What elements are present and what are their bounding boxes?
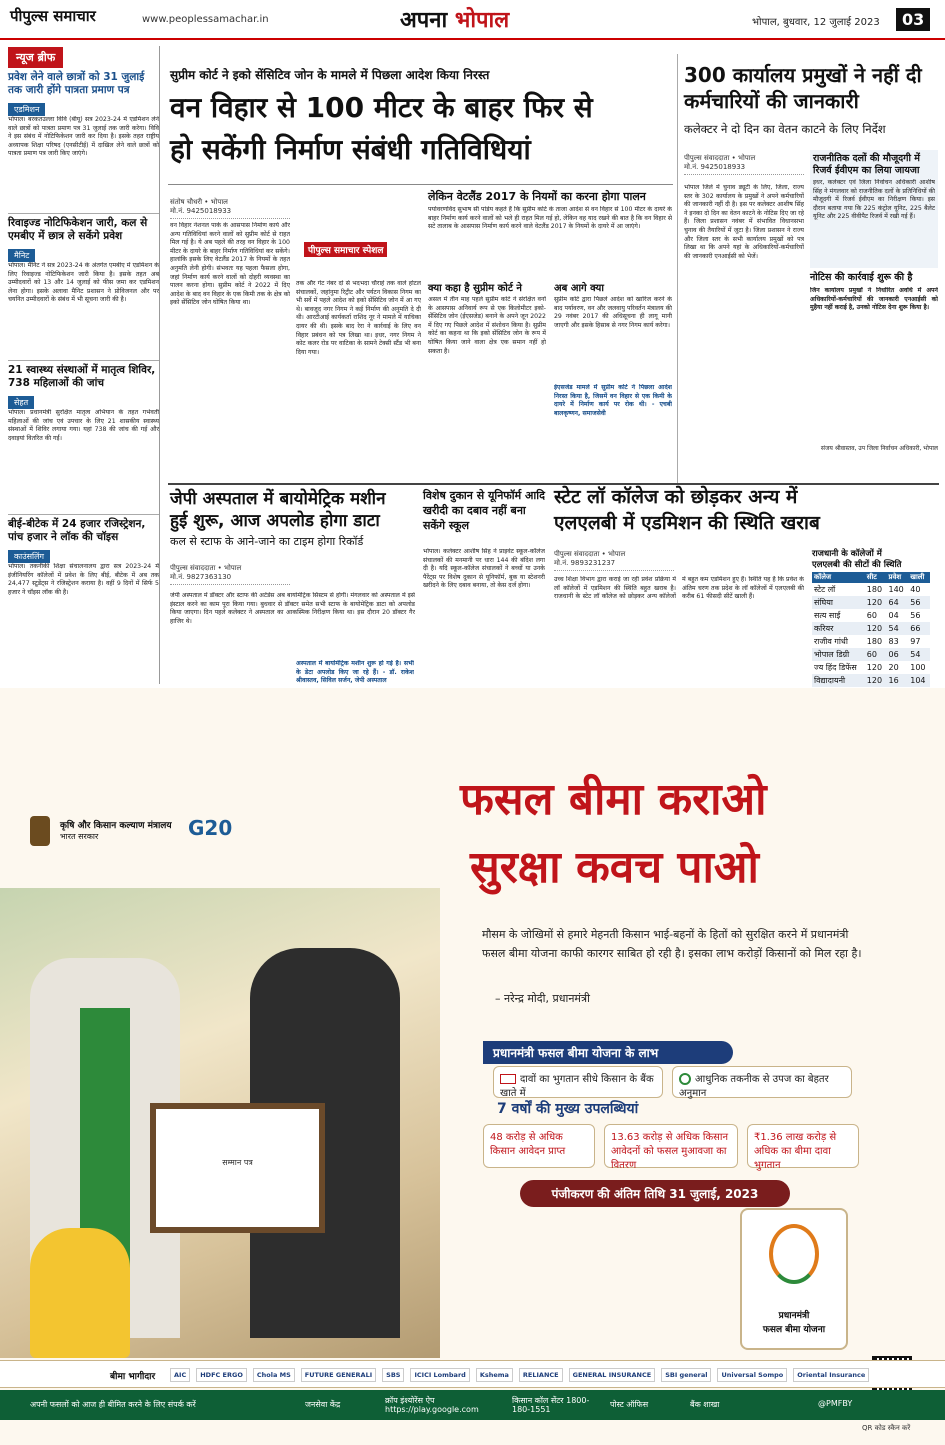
brief-1-text: भोपाल। बरकतउल्ला विवि (बीयू) सत्र 2023-24 में एडमिशन लेने वाले छात्रों को पात्रता प्रमाण पत्र 31 जुलाई तक जारी करेगा। विवि ने इस संबंध में नोटिफिकेशन जारी कर दिया है। इसके तहत राष्ट्रीय अध्यापक शिक्षा परिषद (एनसीटीई) में दाखिल लेने वाले छात्रों को पात्रता प्रमाण पत्र जारी किए जाएंगे। xyxy=(8,116,159,158)
partner-logo: AIC xyxy=(170,1368,190,1382)
partner-logo: HDFC ERGO xyxy=(196,1368,247,1382)
main-byline xyxy=(170,196,290,219)
main-story-photo xyxy=(296,192,426,276)
law-table-cell: संघिया xyxy=(812,596,865,609)
insurance-partners-strip xyxy=(0,1360,945,1388)
benefit-1 xyxy=(493,1066,663,1098)
main-reporter: संतोष चौधरी • भोपाल xyxy=(170,198,228,206)
law-reporter: पीपुल्स संवाददाता • भोपाल xyxy=(554,550,626,558)
crop-insurance-ad xyxy=(0,688,945,1445)
law-table-cell: सत्य साई xyxy=(814,611,841,620)
notice-byline: संजय श्रीवास्तव, उप जिला निर्वाचन अधिकारी, भोपाल xyxy=(820,445,938,452)
right-story-text: भोपाल जिले में चुनाव ड्यूटी के लिए, जिला, राज्य स्तर के 302 कार्यालय के प्रमुखों ने अपने कर्मचारियों की जानकारी नहीं दी है। इस पर कलेक्टर आशीष सिंह ने इनका दो दिन का वेतन काटने के नोटिस दिए जा रहे हैं। जिला प्रशासन नवंबर में संभावित विधानसभा चुनाव की तैयारियों में जुटा है। जिला प्रशासन ने राज्य और जिला स्तर के सभी कार्यालय प्रमुखों को पत्र लिखा था कि अपने यहां के अधिकारियों-कर्मचारियों की जानकारी एनआईसी को भेजें। xyxy=(684,184,804,260)
law-table-cell: 54 xyxy=(887,622,909,635)
shop-headline[interactable] xyxy=(423,488,545,533)
law-seat-table xyxy=(812,572,930,687)
pm-quote-by: – नरेन्द्र मोदी, प्रधानमंत्री xyxy=(495,992,590,1005)
law-table-row xyxy=(812,622,930,635)
achievement-2: 13.63 करोड़ से अधिक किसान आवेदनों को फसल मुआवजा का वितरण xyxy=(604,1124,738,1168)
law-table-cell: ज्य हिंद डिफेंस xyxy=(814,663,857,672)
pmfby-logo-line1: प्रधानमंत्री xyxy=(778,1311,810,1321)
qr-caption: QR कोड स्कैन करें xyxy=(862,1424,911,1432)
right-byline xyxy=(684,152,804,175)
law-table-cell: 40 xyxy=(910,585,921,594)
brief-1-headline[interactable]: प्रवेश लेने वाले छात्रों को 31 जुलाई तक जारी होंगे पात्रता प्रमाण पत्र xyxy=(8,71,145,96)
main-col-3: पर्यावरणविद सुभाष सी पांडेय कहते हैं कि सुप्रीम कोर्ट के ताजा आदेश से वन विहार से 100 मीटर के दायरे के बाहर निर्माण कार्य करने वालों को भले ही राहत मिल गई हो, लेकिन वह याद रखने की बात है कि वन विहार से सटे तालाब के आसपास निर्माण कार्य करने वाले वेटलैंड 2017 के नियमों के दायरे में आ जाएंगे। xyxy=(428,206,672,231)
pmfby-logo-line2: फसल बीमा योजना xyxy=(762,1325,826,1335)
pmfby-emblem-icon xyxy=(769,1224,819,1284)
right-reporter: पीपुल्स संवाददाता • भोपाल xyxy=(684,154,756,162)
bank-icon xyxy=(500,1074,516,1084)
law-table-cell: 60 xyxy=(866,611,877,620)
law-table-cell: 06 xyxy=(887,648,909,661)
gov-name: भारत सरकार xyxy=(60,832,99,841)
law-seat-table-box xyxy=(812,548,940,687)
law-table-cell: 64 xyxy=(887,596,909,609)
law-table-row xyxy=(812,635,930,648)
brief-4-tag: काउंसलिंग xyxy=(8,550,50,563)
brief-3-text: भोपाल। प्रधानमंत्री सुरक्षित मातृत्व अभियान के तहत गर्भवती महिलाओं की जांच एवं उपचार के लिए 21 शासकीय स्वास्थ्य संस्थाओं में शिविर लगाया गया। यहां 738 की जांच की गई और दवाइयां वितरित की गईं। xyxy=(8,409,159,442)
brief-1-tag: एडमिशन xyxy=(8,103,45,116)
benefit-2-text: आधुनिक तकनीक से उपज का बेहतर अनुमान xyxy=(679,1074,829,1099)
special-badge xyxy=(304,242,387,257)
main-kicker: सुप्रीम कोर्ट ने इको सेंसिटिव जोन के मामले में पिछला आदेश किया निरस्त xyxy=(170,68,490,82)
law-table-cell: 16 xyxy=(887,674,909,687)
law-table-row xyxy=(812,596,930,609)
edition-title xyxy=(400,4,509,34)
brief-4-text: भोपाल। तकनीकी शिक्षा संचालनालय द्वारा सत्र 2023-24 में इंजीनियरिंग कॉलेजों में प्रवेश के लिए बीई, बीटेक में अब तक 24,477 स्टूडेंट्स ने रजिस्ट्रेशन कराया है। वहीं 9 दिनों में सिर्फ 5 हजार ने चॉइस लॉक की है। xyxy=(8,563,159,596)
law-table-cell: 180 xyxy=(866,637,883,646)
partner-logo: Oriental Insurance xyxy=(793,1368,869,1382)
main-col-4: असल में तीन माह पहले सुप्रीम कोर्ट ने संरक्षित वनों के आसपास अनिवार्य रूप से एक किलोमीटर इको-सेंसिटिव जोन (ईएसजेड) बनाने के अपने जून 2022 में दिए गए पिछले आदेश में संशोधन किया है। सुप्रीम कोर्ट का कहना था कि इको सेंसिटिव जोन के रूप में घोषित किया जाने वाला क्षेत्र एक समान नहीं हो सकता है। xyxy=(428,296,546,355)
special-badge-a: पीपुल्स समाचार xyxy=(308,246,360,256)
brief-4-headline[interactable]: बीई-बीटेक में 24 हजार रजिस्ट्रेशन, पांच हजार ने लॉक की चॉइस xyxy=(8,518,146,543)
partner-logos xyxy=(170,1365,866,1385)
partner-logo: RELIANCE xyxy=(519,1368,563,1382)
news-brief-column xyxy=(8,46,160,684)
right-headline[interactable]: 300 कार्यालय प्रमुखों ने नहीं दी कर्मचारियों की जानकारी xyxy=(684,63,922,113)
farmer-cartoon xyxy=(30,1228,130,1358)
dateline: भोपाल, बुधवार, 12 जुलाई 2023 xyxy=(752,17,880,28)
law-table-cell: राजीव गांधी xyxy=(814,637,848,646)
main-quote: ईएसजेड मामले में सुप्रीम कोर्ट ने पिछला आदेश निरस्त किया है, जिसमें वन विहार से एक किमी के दायरे में निर्माण कार्य पर रोक थी। - एचबी बालकृष्णन, समाजसेवी xyxy=(554,384,672,417)
law-table-header: सीट xyxy=(865,572,887,583)
main-headline-line2: हो सकेंगी निर्माण संबंधी गतिविधियां xyxy=(170,133,531,166)
main-col-5: सुप्रीम कोर्ट द्वारा पिछले आदेश को खारिज करने के बाद पर्यावरण, वन और जलवायु परिवर्तन मंत्रालय की 29 नवंबर 2017 की अधिसूचना ही लागू मानी जाएगी और इसके हिसाब से नगर निगम कार्य करेगा। xyxy=(554,296,672,329)
ad-headline-1: फसल बीमा कराओ xyxy=(460,774,767,825)
achievement-3: ₹1.36 लाख करोड़ से अधिक का बीमा दावा भुगतान xyxy=(747,1124,859,1168)
footer-call-center[interactable]: किसान कॉल सेंटर 1800-180-1551 xyxy=(512,1396,590,1414)
brief-2-text: भोपाल। मैनिट ने सत्र 2023-24 के अंतर्गत एमबीए में एडमिशन के लिए रिवाइज्ड नोटिफिकेशन जारी किया है। इसके तहत अब उम्मीदवारों को 13 और 14 जुलाई को फीस जमा कर एडमिशन लेना होगा। इसके अलावा मैनिट प्रशासन ने प्रोविजनल और पर चयनित उम्मीदवारों के संबंध में भी सूचना जारी की है। xyxy=(8,262,159,304)
gear-icon xyxy=(679,1073,691,1085)
masthead: पीपुल्स समाचार xyxy=(10,7,96,25)
edition-word-a: अपना xyxy=(400,8,448,33)
benefit-1-text: दावों का भुगतान सीधे किसान के बैंक खाते में xyxy=(500,1074,654,1099)
main-subhead-2: क्या कहा है सुप्रीम कोर्ट ने xyxy=(428,283,522,294)
notice-headline: नोटिस की कार्रवाई शुरू की है xyxy=(810,272,913,283)
law-table-title-a: राजधानी के कॉलेजों में xyxy=(812,549,882,559)
law-table-cell: 120 xyxy=(865,674,887,687)
evm-text: इधर, कलेक्टर एवं जिला निर्वाचन अधिकारी आशीष सिंह ने मंगलवार को राजनीतिक दलों के प्रतिनिधियों की मौजूदगी में रिजर्व ईवीएम का निरीक्षण किया। इस दौरान बताया गया कि 225 कंट्रोल यूनिट, 225 बैलेट यूनिट और 225 वीवीपैट रिजर्व में रखी गई हैं। xyxy=(813,179,935,221)
pmfby-logo xyxy=(740,1208,848,1350)
national-emblem-icon xyxy=(30,816,50,846)
page-number: 03 xyxy=(896,8,930,31)
benefit-2 xyxy=(672,1066,852,1098)
shop-story-text: भोपाल। कलेक्टर आशीष सिंह ने प्राइवेट स्कूल-कॉलेज संचालकों की मनमानी पर धारा 144 की बंदिश लगा दी है। यदि स्कूल-कॉलेज संचालकों ने बच्चों या उनके पैरेंट्स पर विशेष दुकान से यूनिफॉर्म, बुक या स्टेशनरी खरीदने के लिए दबाव बनाया, तो केस दर्ज होगा। xyxy=(423,548,545,590)
jp-story-text: जेपी अस्पताल में डॉक्टर और स्टाफ की अटेंडेंस अब बायोमेट्रिक सिस्टम से होगी। मंगलवार को अस्पताल में इसे इंस्टाल करने का काम पूरा किया गया। बुधवार से डॉक्टर समेत सभी स्टाफ के बायोमेट्रिक डाटा को अपलोड किया जाएगा। दिन पहले कलेक्टर ने अस्पताल का आकस्मिक निरीक्षण किया था। इस दौरान 20 डॉक्टर गैर हाजिर थे। xyxy=(170,592,415,625)
jp-headline[interactable] xyxy=(170,488,415,549)
law-story-text: उच्च शिक्षा विभाग द्वारा कराई जा रही प्रवेश प्रक्रिया में लॉ कॉलेजों में एडमिशन की स्थिति बहुत खराब है। राजधानी के स्टेट लॉ कॉलेज को छोड़कर अन्य कॉलेजों में बहुत कम एडमिशन हुए हैं। स्थिति यह है कि प्रवेश के अंतिम चरण तक प्रदेश के लॉ कॉलेजों में एलएलबी की करीब 61 फीसदी सीटें खाली हैं। xyxy=(554,576,804,601)
law-table-row xyxy=(812,674,930,687)
law-table-cell: 83 xyxy=(888,637,899,646)
registration-deadline: पंजीकरण की अंतिम तिथि 31 जुलाई, 2023 xyxy=(520,1180,790,1207)
law-table-row xyxy=(812,648,930,661)
footer-app[interactable]: क्रॉप इंश्योरेंस ऐप https://play.google.com xyxy=(385,1396,479,1414)
law-headline-line2: एलएलबी में एडमिशन की स्थिति खराब xyxy=(554,512,820,534)
evm-box xyxy=(810,150,938,268)
notice-box xyxy=(810,272,938,482)
law-table-cell: 104 xyxy=(908,674,930,687)
law-table-cell: भोपाल डिग्री xyxy=(812,648,865,661)
law-table-cell: विद्यादायनी xyxy=(812,674,865,687)
brief-3-headline[interactable]: 21 स्वास्थ्य संस्थाओं में मातृत्व शिविर, 738 महिलाओं की जांच xyxy=(8,364,156,389)
jp-subhead: कल से स्टाफ के आने-जाने का टाइम होगा रिकॉर्ड xyxy=(170,535,364,548)
footer-social-handle[interactable]: @PMFBY xyxy=(818,1399,853,1408)
jp-reporter: पीपुल्स संवाददाता • भोपाल xyxy=(170,564,242,572)
partner-logo: SBS xyxy=(382,1368,404,1382)
special-badge-b: स्पेशल xyxy=(362,246,384,256)
certificate-title: सम्मान पत्र xyxy=(222,1158,253,1167)
main-col-2: तक और गेट नंबर दो से भदभदा चौराहे तक वाले होटल संचालकों, जहांनुमा रिट्रीट और पर्यटन विकास निगम का भी सर्वे में पहले आदेश को इको सेंसिटिव जोन में आ गए थे। बावजूद नगर निगम ने कई निर्माण की अनुमति दे दी थी। आरटीआई कार्यकर्ता राशिद नूर ने मामले में याचिका दायर की थी। इसके बाद रेरा ने कार्रवाई के लिए वन विहार प्रबंधन को पत्र लिखा था। इधर, नगर निगम ने कोट कलर रोड पर वाटिका के सामने टेक्सी स्टैंड भी बना दिया गया। xyxy=(296,280,421,356)
law-table-cell: 56 xyxy=(908,596,930,609)
partner-logo: Kshema xyxy=(476,1368,513,1382)
achievements-title: 7 वर्षों की मुख्य उपलब्धियां xyxy=(497,1101,639,1117)
footer-bank: बैंक शाखा xyxy=(690,1400,720,1409)
ministry-name: कृषि और किसान कल्याण मंत्रालय xyxy=(60,821,172,831)
law-table-row xyxy=(812,583,930,596)
partner-logo: SBI general xyxy=(661,1368,711,1382)
law-headline[interactable] xyxy=(554,484,939,536)
partner-logo: FUTURE GENERALI xyxy=(301,1368,376,1382)
law-table-header: प्रवेश xyxy=(887,572,909,583)
law-table-cell: 180 xyxy=(866,585,883,594)
law-table-cell: 97 xyxy=(910,637,921,646)
law-table-cell: करियर xyxy=(812,622,865,635)
partner-logo: Chola MS xyxy=(253,1368,295,1382)
brief-3-tag: सेहत xyxy=(8,396,34,409)
law-table-cell: 120 xyxy=(865,622,887,635)
law-table-cell: 04 xyxy=(888,611,899,620)
jp-byline xyxy=(170,562,290,585)
law-table-cell: 60 xyxy=(865,648,887,661)
notice-text: जिन कार्यालय प्रमुखों ने निर्धारित अवधि में अपने अधिकारियों-कर्मचारियों की जानकारी एनआईसी को मुहैया नहीं कराई है, उनको नोटिस देना शुरू किया है। xyxy=(810,287,938,312)
ad-headline-2: सुरक्षा कवच पाओ xyxy=(470,842,759,893)
jp-headline-line2: हुई शुरू, आज अपलोड होगा डाटा xyxy=(170,511,380,531)
law-byline xyxy=(554,548,674,571)
main-headline[interactable] xyxy=(170,87,670,171)
law-table-cell: 56 xyxy=(910,611,921,620)
law-table-cell: 120 xyxy=(866,663,883,672)
partners-label: बीमा भागीदार xyxy=(110,1372,156,1382)
pm-quote: मौसम के जोखिमों से हमारे मेहनती किसान भाई-बहनों के हितों को सुरक्षित करने में प्रधानमंत्री फसल बीमा योजना काफी कारगर साबित हो रही है। इसका लाभ करोड़ों किसानों को मिल रहा है। xyxy=(482,928,862,960)
law-mobile: मो.नं. 9893231237 xyxy=(554,559,616,567)
law-table-cell: स्टेट लॉ xyxy=(814,585,836,594)
shop-headline-text: विशेष दुकान से यूनिफॉर्म आदि खरीदी का दबाव नहीं बना सकेंगे स्कूल xyxy=(423,489,545,532)
main-subhead-3: अब आगे क्या xyxy=(554,283,604,294)
right-subhead: कलेक्टर ने दो दिन का वेतन काटने के लिए निर्देश xyxy=(684,122,886,136)
benefits-title: प्रधानमंत्री फसल बीमा योजना के लाभ xyxy=(483,1041,733,1064)
jp-mobile: मो.नं. 9827363130 xyxy=(170,573,232,581)
main-col-1: वन विहार नेशनल पार्क के आसपास निर्माण कार्य और अन्य गतिविधियां करने वालों को सुप्रीम कोर्ट से राहत मिल गई है। ये अब पहले की तरह वन विहार के 100 मीटर के दायरे के बाहर निर्माण गतिविधियां कर सकेंगे। हालांकि इसके लिए वेटलैंड 2017 के नियमों के तहत अनुमति लेनी होगी। संभवतः यह पहला फैसला होगा, जहां निर्माण कार्य करने वालों को दोहरी व्यवस्था का पालन करना होगा। सुप्रीम कोर्ट ने 2022 में दिए आदेश के बाद वन विहार के एक किमी तक के क्षेत्र को इको सेंसिटिव जोन घोषित किया था। xyxy=(170,222,290,307)
main-headline-line1: वन विहार से 100 मीटर के बाहर फिर से xyxy=(170,91,593,124)
g20-logo: G20 xyxy=(188,816,233,840)
brief-2-tag: मैनिट xyxy=(8,249,35,262)
law-headline-line1: स्टेट लॉ कॉलेज को छोड़कर अन्य में xyxy=(554,486,798,508)
law-table-header: कॉलेज xyxy=(812,572,865,583)
law-table-row xyxy=(812,609,930,622)
law-table-cell: 66 xyxy=(908,622,930,635)
ad-footer xyxy=(0,1390,945,1420)
edition-word-b: भोपाल xyxy=(454,8,510,33)
achievement-1: 48 करोड़ से अधिक किसान आवेदन प्राप्त xyxy=(483,1124,595,1168)
page-header xyxy=(0,0,945,40)
main-subhead-1: लेकिन वेटलैंड 2017 के नियमों का करना होगा पालन xyxy=(428,190,646,203)
law-table-header: खाली xyxy=(908,572,930,583)
certificate-frame xyxy=(150,1103,325,1233)
partner-logo: Universal Sompo xyxy=(717,1368,787,1382)
law-table-title-b: एलएलबी की सीटों की स्थिति xyxy=(812,560,902,570)
jp-headline-line1: जेपी अस्पताल में बायोमेट्रिक मशीन xyxy=(170,489,386,509)
news-brief-title: न्यूज ब्रीफ xyxy=(8,47,63,68)
law-table-cell: 54 xyxy=(908,648,930,661)
main-mobile: मो.नं. 9425018933 xyxy=(170,207,232,215)
right-mobile: मो.नं. 9425018933 xyxy=(684,163,746,171)
jp-quote: अस्पताल में बायोमेट्रिक मशीन शुरू हो गई है। सभी के डेटा अपलोड किए जा रहे हैं। - डॉ. राकेश श्रीवास्तव, सिविल सर्जन, जेपी अस्पताल xyxy=(296,660,414,684)
law-table-cell: 20 xyxy=(888,663,899,672)
brief-2-headline[interactable]: रिवाइज्ड नोटिफिकेशन जारी, कल से एमबीए में छात्र ले सकेंगे प्रवेश xyxy=(8,217,148,242)
partner-logo: GENERAL INSURANCE xyxy=(569,1368,656,1382)
footer-csc: जनसेवा केंद्र xyxy=(305,1400,341,1409)
footer-post-office: पोस्ट ऑफिस xyxy=(610,1400,649,1409)
law-table-cell: 120 xyxy=(865,596,887,609)
ad-photo xyxy=(0,888,440,1358)
evm-headline: राजनीतिक दलों की मौजूदगी में रिजर्व ईवीएम का लिया जायजा xyxy=(813,153,920,176)
law-table-row xyxy=(812,661,930,674)
partner-logo: ICICI Lombard xyxy=(410,1368,469,1382)
website-link[interactable]: www.peoplessamachar.in xyxy=(142,14,269,25)
law-table-cell: 140 xyxy=(888,585,904,594)
law-table-cell: 100 xyxy=(910,663,926,672)
footer-contact-text: अपनी फसलों को आज ही बीमित करने के लिए संपर्क करें xyxy=(30,1400,196,1409)
